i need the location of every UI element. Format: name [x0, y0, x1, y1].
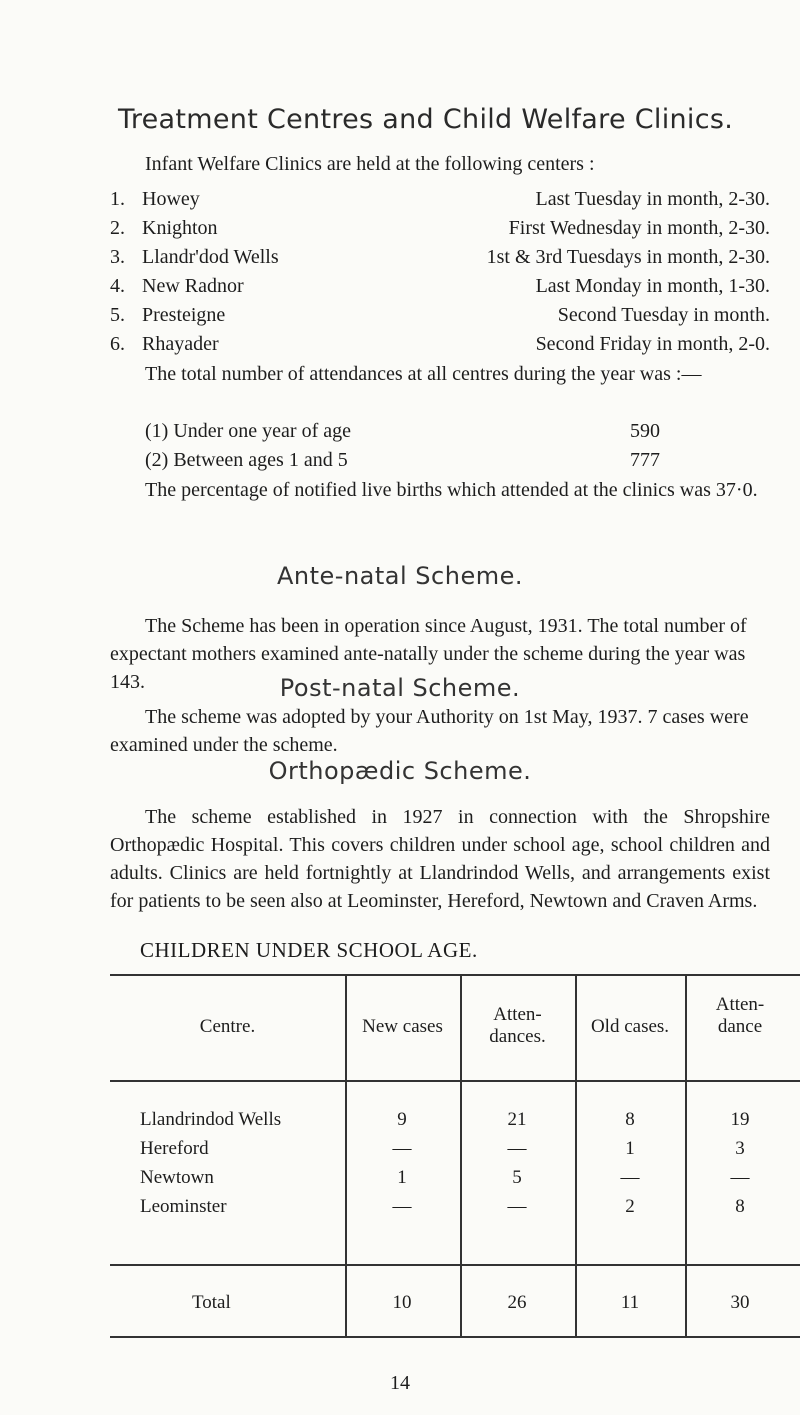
row-old: —	[620, 1167, 640, 1188]
row-centre: Leominster	[140, 1196, 227, 1217]
row-att: 5	[512, 1167, 522, 1188]
header-attendances-line2: dances.	[489, 1026, 546, 1047]
attendance-item	[145, 420, 660, 449]
row-old-att: 8	[735, 1196, 745, 1217]
clinic-name: Knighton	[142, 217, 218, 239]
clinic-item	[110, 275, 770, 304]
table-header-rule	[110, 1080, 800, 1082]
row-new: —	[392, 1138, 412, 1159]
clinic-list	[110, 188, 770, 362]
row-new: —	[392, 1196, 412, 1217]
clinic-name: Presteigne	[142, 304, 226, 326]
clinic-name: Llandr'dod Wells	[142, 246, 279, 268]
header-old-attendances-line1: Atten-	[715, 994, 765, 1015]
clinic-number: 3.	[110, 246, 125, 268]
clinic-name: New Radnor	[142, 275, 244, 297]
attendance-value: 590	[630, 420, 660, 442]
clinic-item	[110, 217, 770, 246]
row-att: 21	[507, 1109, 527, 1130]
row-new: 9	[397, 1109, 407, 1130]
attendance-label: (1) Under one year of age	[145, 420, 352, 442]
orthopaedic-text: The scheme established in 1927 in connection with the Shropshire Orthopædic Hospital. This covers children under school age, school children and adults. Clinics are held fortnightly at Llandrindod Wells, and arrangements exist for patients to be seen also at Leominster, Hereford, Newtown and Craven Arms.	[110, 806, 770, 912]
clinic-name: Rhayader	[142, 333, 219, 355]
header-new-cases: New cases	[362, 1016, 443, 1037]
clinic-number: 2.	[110, 217, 125, 239]
table-top-rule	[110, 974, 800, 976]
clinic-time: First Wednesday in month, 2-30.	[508, 217, 770, 239]
row-centre: Llandrindod Wells	[140, 1109, 282, 1130]
intro-text: Infant Welfare Clinics are held at the following centers :	[145, 153, 595, 175]
header-centre: Centre.	[199, 1016, 256, 1037]
antenatal-heading: Ante-natal Scheme.	[277, 562, 523, 590]
clinic-time: Last Monday in month, 1-30.	[535, 275, 770, 297]
attendance-value: 777	[630, 449, 660, 471]
clinic-item	[110, 304, 770, 333]
postnatal-heading: Post-natal Scheme.	[279, 674, 521, 702]
header-attendances	[460, 1004, 575, 1048]
row-old: 8	[625, 1109, 635, 1130]
row-att: —	[507, 1196, 527, 1217]
attendance-label: (2) Between ages 1 and 5	[145, 449, 348, 471]
orthopaedic-heading: Orthopædic Scheme.	[268, 757, 532, 785]
total-new: 10	[392, 1292, 412, 1313]
clinic-time: Second Friday in month, 2-0.	[535, 333, 770, 355]
header-old-cases: Old cases.	[590, 1016, 670, 1037]
table-total-rule	[110, 1264, 800, 1266]
clinic-number: 1.	[110, 188, 125, 210]
clinic-name: Howey	[142, 188, 200, 210]
page-title: Treatment Centres and Child Welfare Clinics.	[118, 104, 734, 135]
total-old: 11	[620, 1292, 640, 1313]
clinic-item	[110, 246, 770, 275]
postnatal-text: The scheme was adopted by your Authority on 1st May, 1937. 7 cases were examined under the scheme.	[110, 706, 749, 756]
attendance-intro: The total number of attendances at all centres during the year was :—	[145, 363, 702, 385]
clinic-number: 5.	[110, 304, 125, 326]
header-attendances-line1: Atten-	[493, 1004, 542, 1025]
table-title: CHILDREN UNDER SCHOOL AGE.	[140, 938, 478, 962]
attendance-list	[145, 420, 660, 478]
clinic-time: Last Tuesday in month, 2-30.	[535, 188, 770, 210]
row-centre: Newtown	[140, 1167, 214, 1188]
row-old: 2	[625, 1196, 635, 1217]
row-att: —	[507, 1138, 527, 1159]
clinic-number: 6.	[110, 333, 125, 355]
row-old: 1	[625, 1138, 635, 1159]
row-centre: Hereford	[140, 1138, 209, 1159]
header-old-attendances	[685, 994, 795, 1038]
children-table	[110, 974, 800, 1340]
clinic-item	[110, 188, 770, 217]
total-att: 26	[507, 1292, 527, 1313]
row-old-att: 19	[730, 1109, 750, 1130]
clinic-number: 4.	[110, 275, 125, 297]
header-old-attendances-line2: dance	[717, 1016, 763, 1037]
clinic-time: 1st & 3rd Tuesdays in month, 2-30.	[486, 246, 770, 268]
total-old-att: 30	[730, 1292, 750, 1313]
antenatal-text: The Scheme has been in operation since August, 1931. The total number of expectant mothers examined ante-natally under the scheme during the year was 143.	[110, 615, 747, 693]
table-bottom-rule	[110, 1336, 800, 1338]
clinic-item	[110, 333, 770, 362]
clinic-time: Second Tuesday in month.	[557, 304, 770, 326]
percentage-text: The percentage of notified live births which attended at the clinics was 37·0.	[145, 479, 758, 501]
attendance-item	[145, 449, 660, 478]
row-old-att: 3	[735, 1138, 745, 1159]
row-new: 1	[397, 1167, 407, 1188]
page-number: 14	[390, 1372, 410, 1394]
row-old-att: —	[730, 1167, 750, 1188]
total-label: Total	[192, 1292, 231, 1313]
